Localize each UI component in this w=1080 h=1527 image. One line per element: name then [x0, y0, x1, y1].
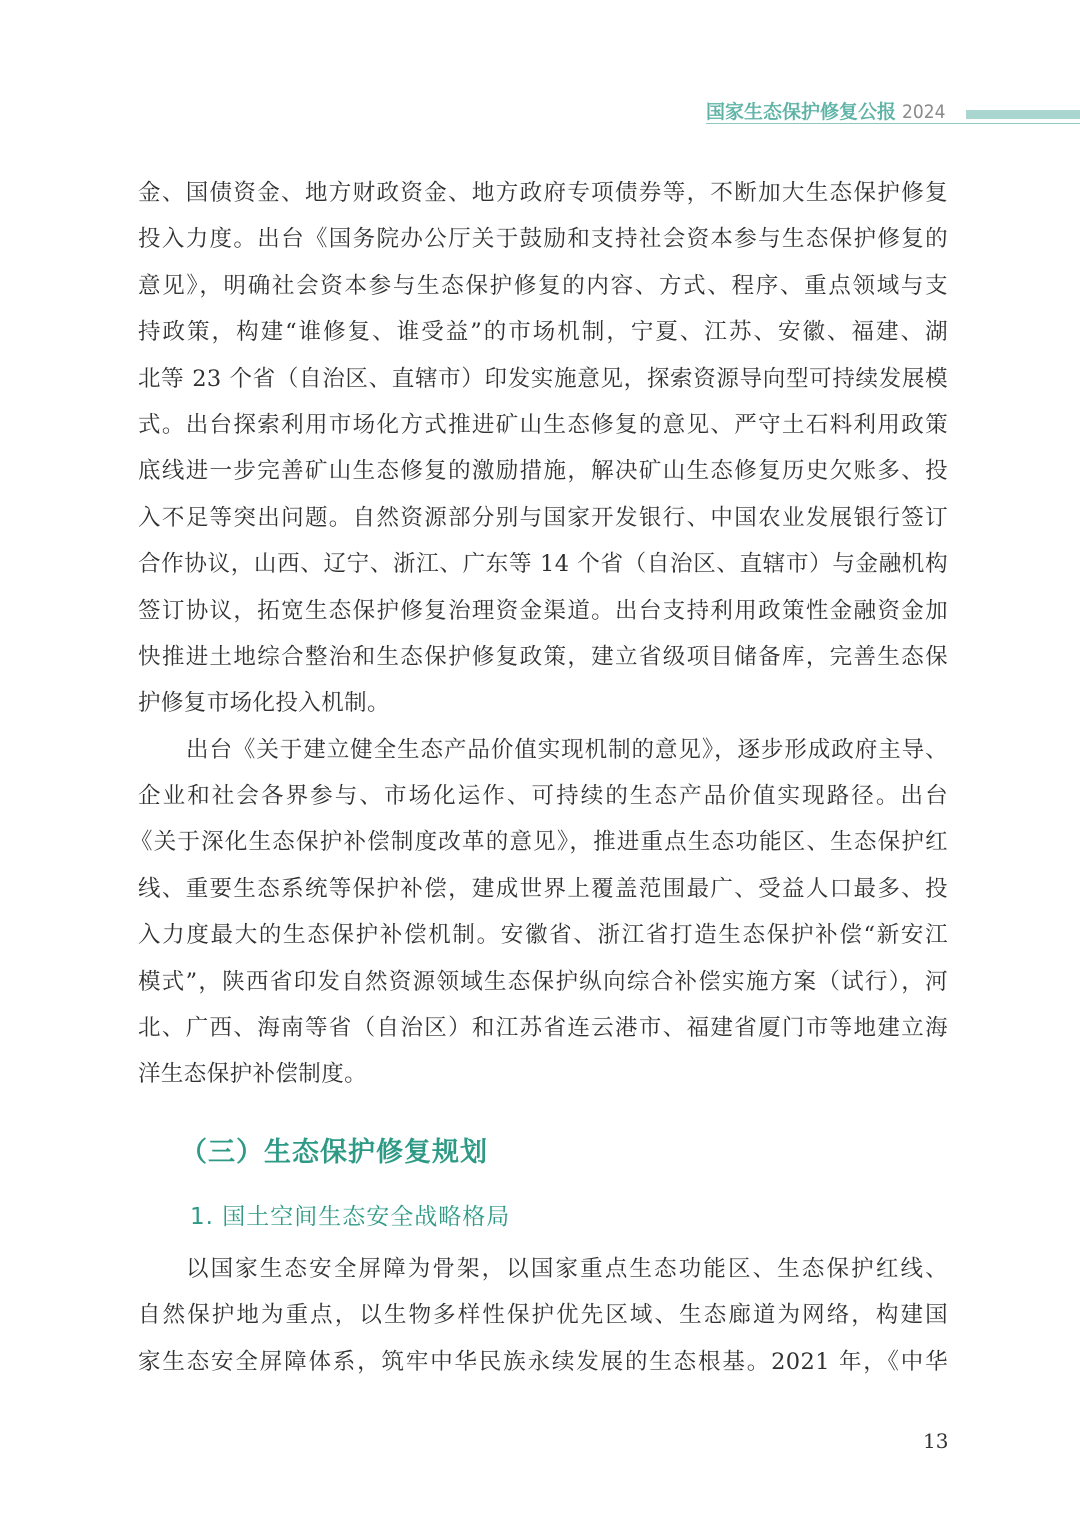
text-line: 入不足等突出问题。自然资源部分别与国家开发银行、中国农业发展银行签订 [138, 504, 948, 531]
text-line: 以国家生态安全屏障为骨架，以国家重点生态功能区、生态保护红线、 [186, 1256, 948, 1282]
header-title: 国家生态保护修复公报 [706, 101, 897, 123]
section-heading: （三）生态保护修复规划 [180, 1137, 488, 1168]
text-line: 家生态安全屏障体系，筑牢中华民族永续发展的生态根基。2021 年，《中华 [138, 1348, 948, 1375]
text-line: 自然保护地为重点，以生物多样性保护优先区域、生态廊道为网络，构建国 [138, 1302, 948, 1329]
text-line: 北等 23 个省（自治区、直辖市）印发实施意见，探索资源导向型可持续发展模 [138, 365, 948, 392]
text-line: 入力度最大的生态保护补偿机制。安徽省、浙江省打造生态保护补偿“新安江 [138, 922, 948, 949]
text-line: 《关于深化生态保护补偿制度改革的意见》，推进重点生态功能区、生态保护红 [130, 829, 948, 856]
text-line: 护修复市场化投入机制。 [138, 690, 390, 717]
text-line: 持政策，构建“谁修复、谁受益”的市场机制，宁夏、江苏、安徽、福建、湖 [138, 319, 948, 346]
header-accent-bar [966, 110, 1080, 119]
header-rule [706, 123, 1080, 124]
text-line: 底线进一步完善矿山生态修复的激励措施，解决矿山生态修复历史欠账多、投 [138, 458, 948, 485]
paragraph [138, 170, 948, 727]
text-line: 洋生态保护补偿制度。 [138, 1061, 368, 1088]
text-line: 出台《关于建立健全生态产品价值实现机制的意见》，逐步形成政府主导、 [186, 736, 948, 763]
text-line: 投入力度。出台《国务院办公厅关于鼓励和支持社会资本参与生态保护修复的 [138, 226, 948, 253]
paragraph [138, 1246, 948, 1385]
body-text [130, 170, 948, 1098]
text-line: 意见》，明确社会资本参与生态保护修复的内容、方式、程序、重点领域与支 [138, 272, 948, 299]
body-text-section [138, 1246, 948, 1385]
text-line: 北、广西、海南等省（自治区）和江苏省连云港市、福建省厦门市等地建立海 [138, 1015, 948, 1042]
header-year: 2024 [902, 101, 946, 123]
text-line: 金、国债资金、地方财政资金、地方政府专项债券等，不断加大生态保护修复 [138, 180, 948, 206]
text-line: 快推进土地综合整治和生态保护修复政策，建立省级项目储备库，完善生态保 [138, 643, 948, 670]
text-line: 企业和社会各界参与、市场化运作、可持续的生态产品价值实现路径。出台 [138, 783, 948, 810]
page-number: 13 [923, 1429, 949, 1453]
text-line: 式。出台探索利用市场化方式推进矿山生态修复的意见、严守土石料利用政策 [138, 411, 948, 438]
sub-heading: 1. 国土空间生态安全战略格局 [190, 1204, 511, 1230]
paragraph [130, 727, 948, 1098]
running-header [706, 98, 946, 124]
text-line: 模式”，陕西省印发自然资源领域生态保护纵向综合补偿实施方案（试行），河 [138, 968, 948, 995]
text-line: 签订协议，拓宽生态保护修复治理资金渠道。出台支持利用政策性金融资金加 [138, 597, 948, 624]
text-line: 合作协议，山西、辽宁、浙江、广东等 14 个省（自治区、直辖市）与金融机构 [138, 551, 948, 578]
text-line: 线、重要生态系统等保护补偿，建成世界上覆盖范围最广、受益人口最多、投 [138, 875, 948, 902]
